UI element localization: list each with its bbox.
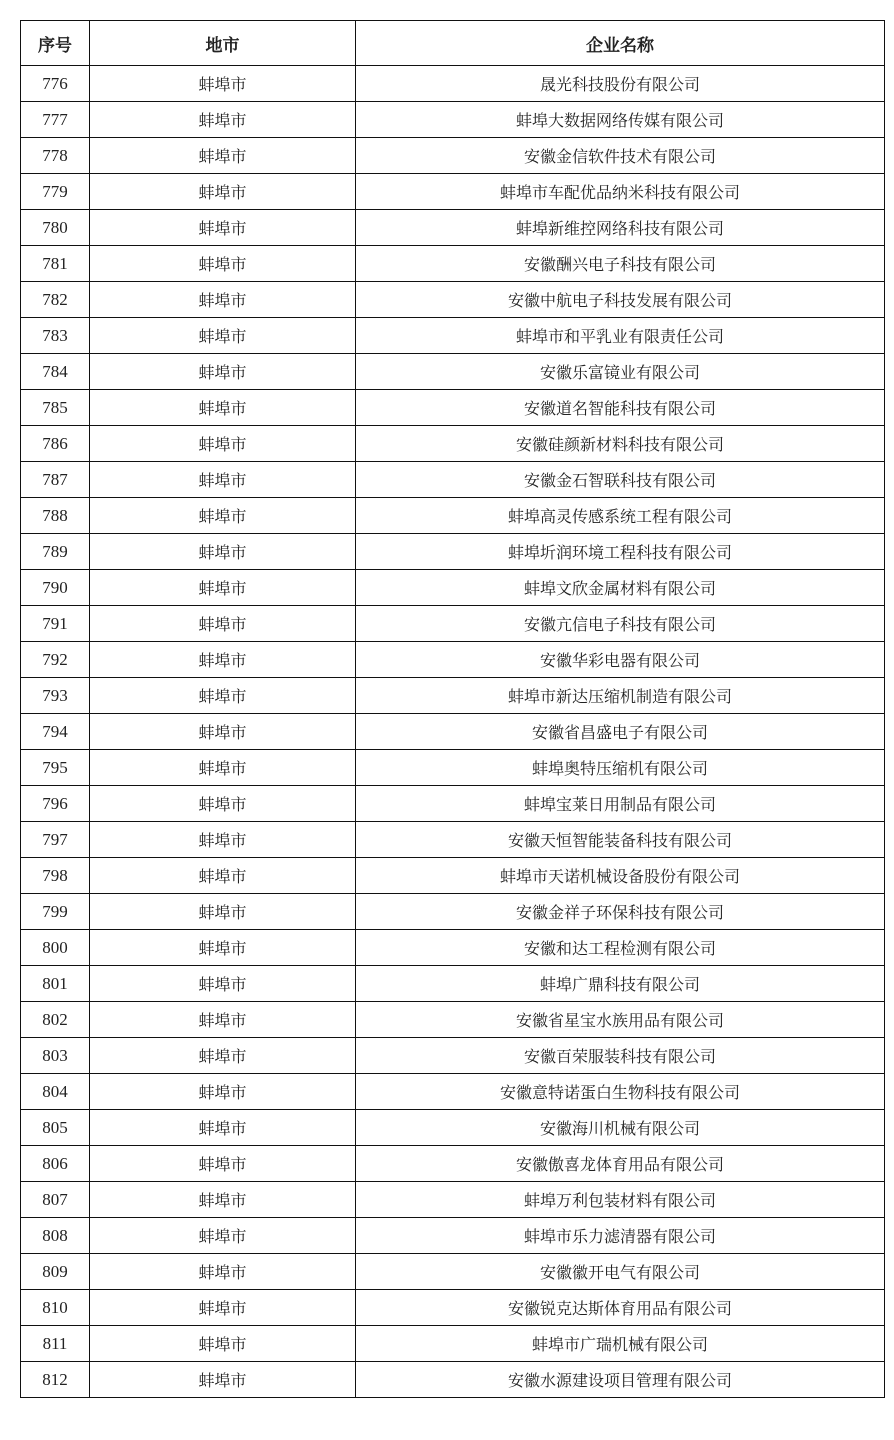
row-city: 蚌埠市 — [90, 246, 356, 282]
header-company-name: 企业名称 — [356, 21, 885, 66]
table-row — [21, 858, 885, 894]
row-city: 蚌埠市 — [90, 426, 356, 462]
enterprise-table — [20, 20, 885, 1398]
row-index: 808 — [21, 1218, 90, 1254]
row-company-name: 安徽道名智能科技有限公司 — [356, 390, 885, 426]
row-city: 蚌埠市 — [90, 1218, 356, 1254]
row-index: 785 — [21, 390, 90, 426]
table-row — [21, 750, 885, 786]
row-index: 779 — [21, 174, 90, 210]
row-index: 802 — [21, 1002, 90, 1038]
table-row — [21, 498, 885, 534]
table-row — [21, 1146, 885, 1182]
row-company-name: 安徽和达工程检测有限公司 — [356, 930, 885, 966]
row-company-name: 安徽乐富镜业有限公司 — [356, 354, 885, 390]
table-row — [21, 1290, 885, 1326]
table-row — [21, 66, 885, 102]
row-company-name: 蚌埠圻润环境工程科技有限公司 — [356, 534, 885, 570]
table-row — [21, 714, 885, 750]
table-header-row — [21, 21, 885, 66]
row-company-name: 安徽天恒智能装备科技有限公司 — [356, 822, 885, 858]
table-body — [21, 66, 885, 1398]
row-index: 804 — [21, 1074, 90, 1110]
table-row — [21, 894, 885, 930]
row-company-name: 安徽金信软件技术有限公司 — [356, 138, 885, 174]
header-city: 地市 — [90, 21, 356, 66]
table-row — [21, 1254, 885, 1290]
table-row — [21, 534, 885, 570]
row-city: 蚌埠市 — [90, 282, 356, 318]
row-company-name: 安徽省星宝水族用品有限公司 — [356, 1002, 885, 1038]
row-index: 798 — [21, 858, 90, 894]
row-city: 蚌埠市 — [90, 1074, 356, 1110]
row-city: 蚌埠市 — [90, 318, 356, 354]
row-company-name: 蚌埠市车配优品纳米科技有限公司 — [356, 174, 885, 210]
row-company-name: 蚌埠新维控网络科技有限公司 — [356, 210, 885, 246]
row-index: 801 — [21, 966, 90, 1002]
row-company-name: 安徽徽开电气有限公司 — [356, 1254, 885, 1290]
row-city: 蚌埠市 — [90, 786, 356, 822]
row-city: 蚌埠市 — [90, 210, 356, 246]
row-company-name: 安徽水源建设项目管理有限公司 — [356, 1362, 885, 1398]
table-row — [21, 1218, 885, 1254]
row-index: 792 — [21, 642, 90, 678]
row-company-name: 安徽锐克达斯体育用品有限公司 — [356, 1290, 885, 1326]
row-company-name: 蚌埠广鼎科技有限公司 — [356, 966, 885, 1002]
row-city: 蚌埠市 — [90, 354, 356, 390]
row-index: 783 — [21, 318, 90, 354]
header-index: 序号 — [21, 21, 90, 66]
table-row — [21, 930, 885, 966]
row-company-name: 安徽傲喜龙体育用品有限公司 — [356, 1146, 885, 1182]
row-city: 蚌埠市 — [90, 966, 356, 1002]
row-index: 791 — [21, 606, 90, 642]
table-row — [21, 246, 885, 282]
row-company-name: 蚌埠大数据网络传媒有限公司 — [356, 102, 885, 138]
row-index: 790 — [21, 570, 90, 606]
row-city: 蚌埠市 — [90, 570, 356, 606]
row-city: 蚌埠市 — [90, 678, 356, 714]
row-index: 812 — [21, 1362, 90, 1398]
table-row — [21, 1182, 885, 1218]
row-company-name: 蚌埠奥特压缩机有限公司 — [356, 750, 885, 786]
row-company-name: 安徽金祥子环保科技有限公司 — [356, 894, 885, 930]
table-row — [21, 1362, 885, 1398]
table-row — [21, 462, 885, 498]
table-row — [21, 1326, 885, 1362]
row-city: 蚌埠市 — [90, 606, 356, 642]
table-row — [21, 822, 885, 858]
row-company-name: 安徽华彩电器有限公司 — [356, 642, 885, 678]
row-city: 蚌埠市 — [90, 894, 356, 930]
row-city: 蚌埠市 — [90, 714, 356, 750]
table-row — [21, 390, 885, 426]
row-index: 810 — [21, 1290, 90, 1326]
row-index: 778 — [21, 138, 90, 174]
row-city: 蚌埠市 — [90, 822, 356, 858]
row-company-name: 蚌埠文欣金属材料有限公司 — [356, 570, 885, 606]
row-company-name: 安徽意特诺蛋白生物科技有限公司 — [356, 1074, 885, 1110]
table-row — [21, 1074, 885, 1110]
table-row — [21, 642, 885, 678]
row-company-name: 晟光科技股份有限公司 — [356, 66, 885, 102]
table-row — [21, 1002, 885, 1038]
row-city: 蚌埠市 — [90, 1038, 356, 1074]
table-row — [21, 354, 885, 390]
row-index: 793 — [21, 678, 90, 714]
table-row — [21, 678, 885, 714]
row-city: 蚌埠市 — [90, 66, 356, 102]
row-index: 782 — [21, 282, 90, 318]
row-index: 794 — [21, 714, 90, 750]
row-city: 蚌埠市 — [90, 462, 356, 498]
table-row — [21, 138, 885, 174]
row-city: 蚌埠市 — [90, 498, 356, 534]
row-index: 784 — [21, 354, 90, 390]
row-city: 蚌埠市 — [90, 102, 356, 138]
row-index: 811 — [21, 1326, 90, 1362]
row-company-name: 安徽中航电子科技发展有限公司 — [356, 282, 885, 318]
row-company-name: 蚌埠市广瑞机械有限公司 — [356, 1326, 885, 1362]
row-company-name: 蚌埠市天诺机械设备股份有限公司 — [356, 858, 885, 894]
row-company-name: 安徽海川机械有限公司 — [356, 1110, 885, 1146]
table-row — [21, 282, 885, 318]
row-index: 809 — [21, 1254, 90, 1290]
table-row — [21, 606, 885, 642]
table-row — [21, 102, 885, 138]
row-index: 799 — [21, 894, 90, 930]
row-company-name: 蚌埠宝莱日用制品有限公司 — [356, 786, 885, 822]
row-index: 789 — [21, 534, 90, 570]
row-company-name: 蚌埠市和平乳业有限责任公司 — [356, 318, 885, 354]
row-company-name: 安徽硅颜新材料科技有限公司 — [356, 426, 885, 462]
row-city: 蚌埠市 — [90, 858, 356, 894]
row-city: 蚌埠市 — [90, 1002, 356, 1038]
row-city: 蚌埠市 — [90, 1254, 356, 1290]
row-index: 796 — [21, 786, 90, 822]
row-city: 蚌埠市 — [90, 930, 356, 966]
row-city: 蚌埠市 — [90, 390, 356, 426]
row-company-name: 蚌埠高灵传感系统工程有限公司 — [356, 498, 885, 534]
row-index: 806 — [21, 1146, 90, 1182]
row-city: 蚌埠市 — [90, 1146, 356, 1182]
table-row — [21, 1038, 885, 1074]
row-city: 蚌埠市 — [90, 1290, 356, 1326]
table-row — [21, 1110, 885, 1146]
row-index: 781 — [21, 246, 90, 282]
row-company-name: 蚌埠市新达压缩机制造有限公司 — [356, 678, 885, 714]
row-index: 788 — [21, 498, 90, 534]
row-company-name: 安徽酬兴电子科技有限公司 — [356, 246, 885, 282]
row-city: 蚌埠市 — [90, 138, 356, 174]
row-city: 蚌埠市 — [90, 1182, 356, 1218]
table-row — [21, 174, 885, 210]
table-row — [21, 426, 885, 462]
table-row — [21, 966, 885, 1002]
row-index: 776 — [21, 66, 90, 102]
row-company-name: 安徽金石智联科技有限公司 — [356, 462, 885, 498]
row-city: 蚌埠市 — [90, 174, 356, 210]
row-company-name: 安徽亢信电子科技有限公司 — [356, 606, 885, 642]
row-index: 807 — [21, 1182, 90, 1218]
row-index: 797 — [21, 822, 90, 858]
row-index: 805 — [21, 1110, 90, 1146]
row-index: 786 — [21, 426, 90, 462]
row-city: 蚌埠市 — [90, 642, 356, 678]
row-city: 蚌埠市 — [90, 750, 356, 786]
row-index: 787 — [21, 462, 90, 498]
row-company-name: 蚌埠万利包装材料有限公司 — [356, 1182, 885, 1218]
row-index: 800 — [21, 930, 90, 966]
row-company-name: 安徽百荣服装科技有限公司 — [356, 1038, 885, 1074]
row-city: 蚌埠市 — [90, 534, 356, 570]
table-row — [21, 570, 885, 606]
row-city: 蚌埠市 — [90, 1326, 356, 1362]
row-index: 780 — [21, 210, 90, 246]
table-row — [21, 786, 885, 822]
row-index: 795 — [21, 750, 90, 786]
row-index: 777 — [21, 102, 90, 138]
row-company-name: 蚌埠市乐力滤清器有限公司 — [356, 1218, 885, 1254]
row-company-name: 安徽省昌盛电子有限公司 — [356, 714, 885, 750]
table-row — [21, 210, 885, 246]
row-city: 蚌埠市 — [90, 1362, 356, 1398]
row-city: 蚌埠市 — [90, 1110, 356, 1146]
table-row — [21, 318, 885, 354]
row-index: 803 — [21, 1038, 90, 1074]
